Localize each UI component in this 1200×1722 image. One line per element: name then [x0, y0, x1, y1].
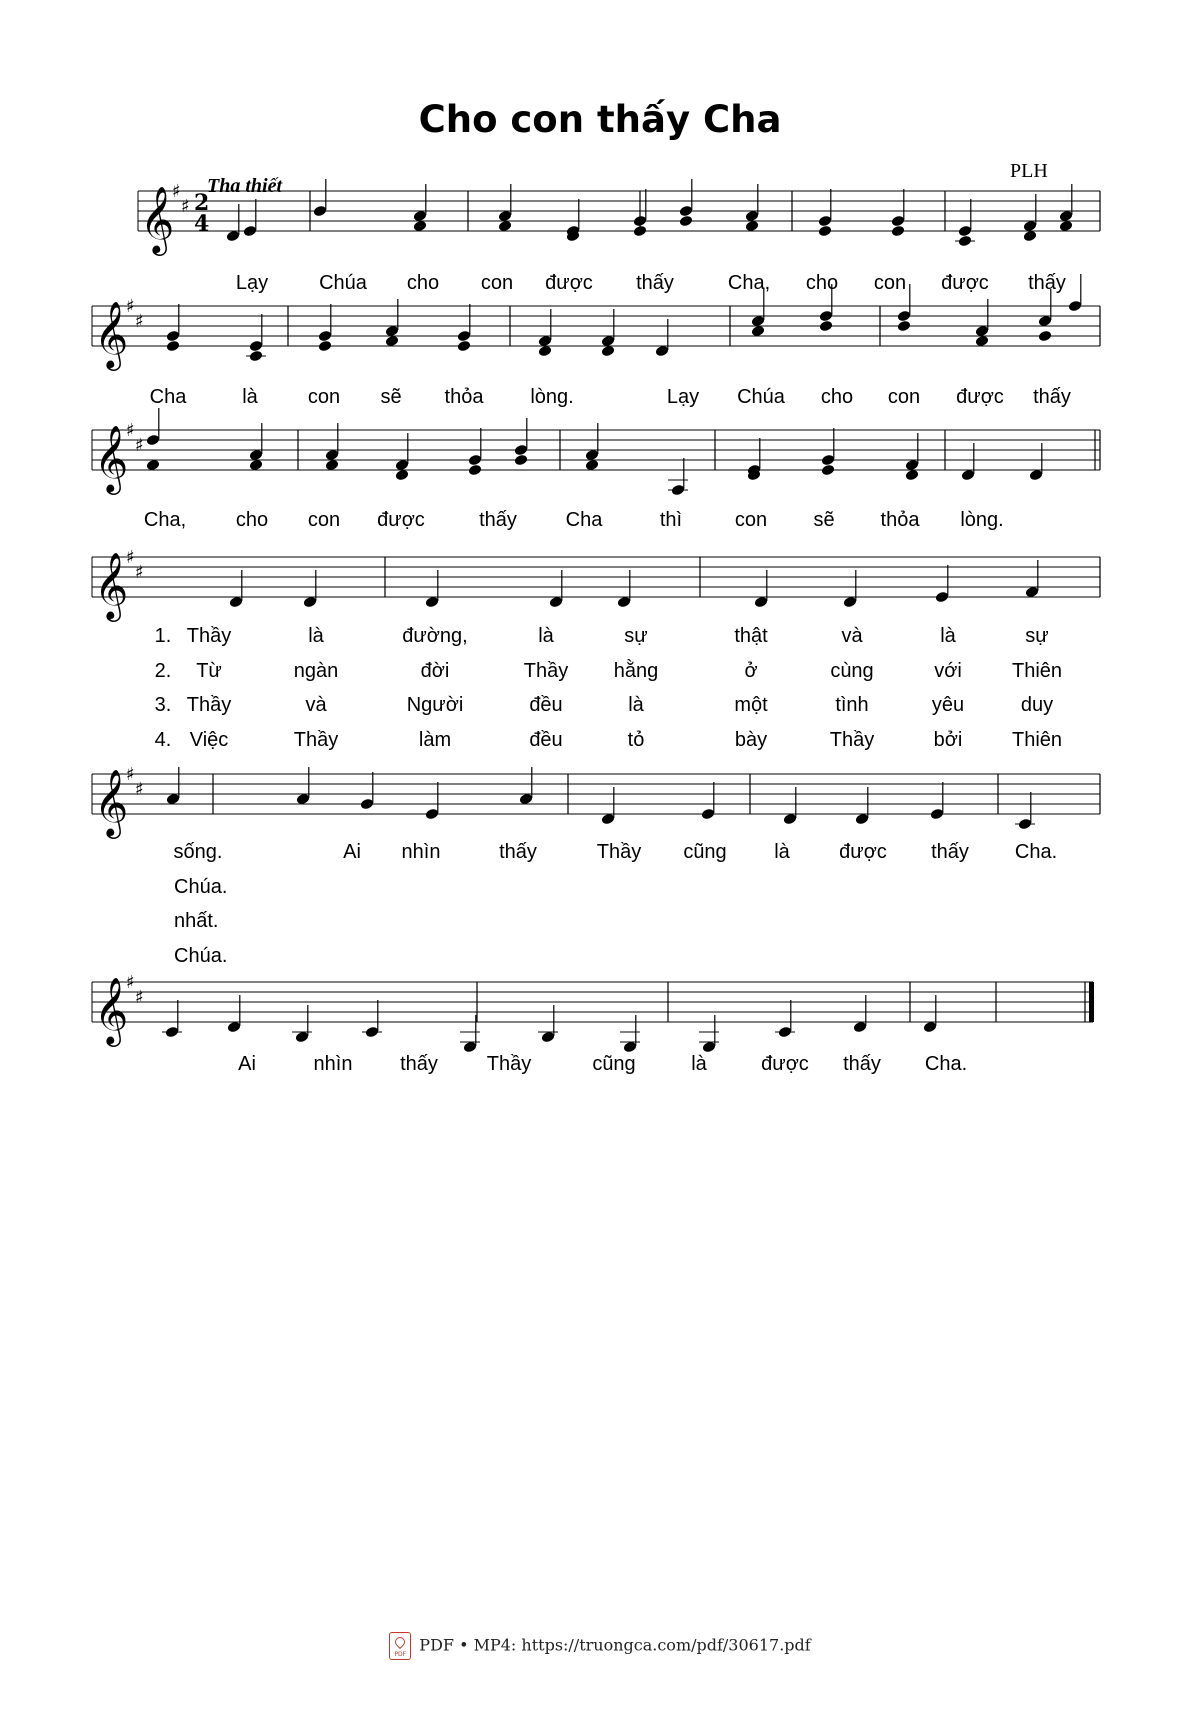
note-head — [958, 225, 973, 238]
note-head — [923, 1021, 938, 1034]
notes-system-5 — [166, 767, 1035, 830]
verse-4-syllable: 4. — [154, 729, 172, 751]
time-signature-bottom: 4 — [194, 211, 210, 237]
verse-3-syllable: 3. — [154, 694, 172, 716]
lyric-syllable: nhìn — [401, 841, 441, 863]
note-head — [395, 459, 410, 472]
verse-3-syllable: và — [305, 694, 327, 716]
staff-system-5 — [92, 764, 1100, 839]
lyric-syllable: cũng — [683, 841, 727, 863]
verse-1-syllable: là — [940, 625, 956, 647]
note-head — [514, 454, 529, 467]
note-head — [146, 459, 161, 472]
verse-3-syllable: Người — [406, 694, 464, 716]
verse-4-syllable: đều — [529, 729, 563, 751]
verse-3-syllable: duy — [1020, 694, 1054, 716]
lyric-syllable: được — [761, 1053, 809, 1075]
key-sharp-c-icon: ♯ — [135, 779, 144, 800]
verse-3-syllable: là — [628, 694, 644, 716]
note-head — [457, 330, 472, 343]
note-head — [783, 813, 798, 826]
verse-4-syllable: bởi — [933, 729, 963, 751]
note-head — [1038, 315, 1053, 328]
verse-4-syllable: Thầy — [293, 729, 339, 751]
note-head — [975, 325, 990, 338]
key-sharp-c-icon: ♯ — [135, 562, 144, 583]
verse-2-syllable: Thầy — [523, 660, 569, 682]
tempo-marking: Tha thiết — [207, 175, 283, 197]
note-head — [961, 469, 976, 482]
note-head — [1059, 210, 1074, 223]
note-head — [538, 335, 553, 348]
verse-2-syllable: cùng — [830, 660, 874, 682]
note-head — [655, 345, 670, 358]
lyric-syllable: Thầy — [486, 1053, 532, 1075]
final-bar-thick — [1089, 982, 1094, 1022]
time-signature-top: 2 — [194, 190, 210, 216]
note-head — [623, 1041, 638, 1054]
note-head — [360, 798, 375, 811]
note-head — [538, 345, 553, 358]
lyric-syllable: được — [956, 386, 1004, 408]
note-head — [166, 330, 181, 343]
note-head — [745, 220, 760, 233]
lyric-syllable: thấy — [931, 841, 969, 863]
lyric-syllable: Cha. — [924, 1053, 968, 1075]
notes-system-3 — [146, 408, 1044, 496]
note-head — [1023, 220, 1038, 233]
note-head — [1029, 469, 1044, 482]
lyric-syllable: lòng. — [530, 386, 574, 408]
verse-3-syllable: một — [734, 694, 768, 716]
verse-1-syllable: 1. — [154, 625, 172, 647]
lyric-syllable: con — [887, 386, 921, 408]
note-head — [818, 225, 833, 238]
note-head — [498, 220, 513, 233]
treble-clef-icon: 𝄞 — [94, 300, 129, 368]
note-head — [318, 330, 333, 343]
lyric-syllable: thỏa — [444, 386, 484, 408]
note-head — [1038, 330, 1053, 343]
verse-2-syllable: ngàn — [293, 660, 339, 682]
verse-2-syllable: ở — [744, 660, 758, 682]
lyric-syllable: cho — [406, 272, 440, 294]
note-head — [818, 215, 833, 228]
note-head — [897, 320, 912, 333]
note-head — [601, 335, 616, 348]
note-head — [385, 335, 400, 348]
note-head — [897, 310, 912, 323]
note-head — [425, 808, 440, 821]
lyric-syllable: con — [480, 272, 514, 294]
verse-3-syllable: yêu — [931, 694, 965, 716]
lyric-syllable: thấy — [1033, 386, 1071, 408]
treble-clef-icon: 𝄞 — [140, 185, 175, 253]
note-head — [617, 596, 632, 609]
key-sharp-c-icon: ♯ — [135, 311, 144, 332]
verse-1-syllable: sự — [624, 625, 648, 647]
staff-system-4 — [92, 547, 1100, 622]
note-head — [633, 215, 648, 228]
note-head — [930, 808, 945, 821]
lyric-syllable: Cha — [149, 386, 187, 408]
lyric-syllable: thấy — [636, 272, 674, 294]
lyric-syllable: thì — [659, 509, 683, 531]
note-head — [821, 464, 836, 477]
verse-4-syllable: bày — [734, 729, 768, 751]
note-head — [303, 596, 318, 609]
lyric-syllable: được — [377, 509, 425, 531]
lyric-syllable: là — [774, 841, 790, 863]
note-head — [468, 454, 483, 467]
treble-clef-icon: 𝄞 — [94, 976, 129, 1044]
lyric-syllable: con — [307, 509, 341, 531]
key-sharp-c-icon: ♯ — [135, 987, 144, 1008]
verse-2-syllable: Thiên — [1011, 660, 1063, 682]
lyric-syllable: là — [691, 1053, 707, 1075]
lyric-syllable: Cha, — [143, 509, 187, 531]
staff-system-1 — [138, 181, 1100, 256]
note-head — [1025, 586, 1040, 599]
lyric-syllable: cho — [235, 509, 269, 531]
note-head — [463, 1041, 478, 1054]
key-sharp-f-icon: ♯ — [126, 764, 135, 785]
note-head — [249, 340, 264, 353]
note-head — [166, 793, 181, 806]
composer-name: PLH — [1010, 160, 1048, 182]
verse-3-syllable: Thầy — [186, 694, 232, 716]
verse-3-syllable: tình — [835, 694, 869, 716]
verse-1-syllable: là — [308, 625, 324, 647]
lyric-syllable: cho — [820, 386, 854, 408]
note-head — [585, 449, 600, 462]
key-sharp-f-icon: ♯ — [172, 181, 181, 202]
lyric-syllable: Lạy — [666, 386, 700, 408]
lyric-syllable: là — [242, 386, 258, 408]
note-head — [891, 215, 906, 228]
alt-verse-ending: nhất. — [174, 910, 219, 932]
verse-1-syllable: đường, — [402, 625, 468, 647]
verse-4-syllable: Thầy — [829, 729, 875, 751]
lyric-syllable: Chúa — [319, 272, 367, 294]
footer-text: PDF • MP4: https://truongca.com/pdf/30617.pdf — [419, 1635, 811, 1655]
lyric-syllable: con — [307, 386, 341, 408]
lyric-syllable: Cha — [565, 509, 603, 531]
note-head — [146, 434, 161, 447]
verse-2-syllable: đời — [420, 660, 450, 682]
note-head — [679, 205, 694, 218]
lyric-syllable: được — [839, 841, 887, 863]
lyric-syllable: thấy — [499, 841, 537, 863]
lyric-syllable: thấy — [479, 509, 517, 531]
note-head — [541, 1031, 556, 1044]
staff-system-2 — [92, 296, 1100, 371]
verse-4-syllable: Thiên — [1011, 729, 1063, 751]
lyric-syllable: Cha. — [1014, 841, 1058, 863]
note-head — [751, 325, 766, 338]
note-head — [975, 335, 990, 348]
footer-link[interactable] — [0, 1632, 1200, 1660]
note-head — [249, 449, 264, 462]
note-head — [549, 596, 564, 609]
lyric-syllable: Thầy — [596, 841, 642, 863]
note-head — [1023, 230, 1038, 243]
note-head — [249, 459, 264, 472]
lyric-syllable: cũng — [592, 1053, 636, 1075]
lyric-syllable: con — [734, 509, 768, 531]
lyric-syllable: được — [941, 272, 989, 294]
lyric-syllable: Lạy — [235, 272, 269, 294]
note-head — [855, 813, 870, 826]
note-head — [905, 469, 920, 482]
staff-system-6 — [92, 972, 1094, 1047]
lyric-syllable: Chúa — [737, 386, 785, 408]
verse-2-syllable: với — [934, 660, 962, 682]
note-head — [702, 1041, 717, 1054]
note-head — [853, 1021, 868, 1034]
note-head — [325, 459, 340, 472]
treble-clef-icon: 𝄞 — [94, 768, 129, 836]
note-head — [295, 1031, 310, 1044]
verse-2-syllable: Từ — [196, 660, 222, 682]
key-sharp-f-icon: ♯ — [126, 972, 135, 993]
note-head — [425, 596, 440, 609]
verse-1-syllable: thật — [734, 625, 768, 647]
verse-1-syllable: và — [841, 625, 863, 647]
lyric-syllable: thấy — [1028, 272, 1066, 294]
pdf-file-icon — [389, 1632, 411, 1660]
treble-clef-icon: 𝄞 — [94, 551, 129, 619]
note-head — [601, 345, 616, 358]
note-head — [498, 210, 513, 223]
key-sharp-f-icon: ♯ — [126, 296, 135, 317]
note-head — [413, 210, 428, 223]
lyric-syllable: thấy — [843, 1053, 881, 1075]
note-head — [325, 449, 340, 462]
note-head — [1059, 220, 1074, 233]
note-head — [395, 469, 410, 482]
note-head — [751, 315, 766, 328]
note-head — [166, 340, 181, 353]
note-head — [296, 793, 311, 806]
note-head — [243, 225, 258, 238]
verse-4-syllable: làm — [418, 729, 452, 751]
note-head — [585, 459, 600, 472]
lyric-syllable: cho — [805, 272, 839, 294]
note-head — [633, 225, 648, 238]
verse-4-syllable: tỏ — [627, 729, 645, 751]
note-head — [891, 225, 906, 238]
lyric-syllable: lòng. — [960, 509, 1004, 531]
key-sharp-f-icon: ♯ — [126, 547, 135, 568]
note-head — [318, 340, 333, 353]
note-head — [229, 596, 244, 609]
key-sharp-c-icon: ♯ — [181, 196, 190, 217]
alt-verse-ending: Chúa. — [174, 876, 228, 898]
lyric-syllable: Ai — [238, 1053, 256, 1075]
note-head — [601, 813, 616, 826]
note-head — [519, 793, 534, 806]
key-sharp-f-icon: ♯ — [126, 420, 135, 441]
note-head — [1068, 300, 1083, 313]
alt-verse-ending: Chúa. — [174, 945, 228, 967]
note-head — [754, 596, 769, 609]
lyric-syllable: thấy — [400, 1053, 438, 1075]
lyric-syllable: nhìn — [313, 1053, 353, 1075]
lyric-syllable: được — [545, 272, 593, 294]
note-head — [701, 808, 716, 821]
verse-2-syllable: hằng — [613, 660, 659, 682]
verse-1-syllable: Thầy — [186, 625, 232, 647]
note-head — [227, 1021, 242, 1034]
lyric-syllable: sẽ — [380, 386, 402, 408]
lyric-syllable: sẽ — [813, 509, 835, 531]
lyric-syllable: Cha, — [727, 272, 771, 294]
note-head — [821, 454, 836, 467]
lyric-syllable: Ai — [343, 841, 361, 863]
verse-1-syllable: là — [538, 625, 554, 647]
verse-4-syllable: Việc — [189, 729, 229, 751]
song-title: Cho con thấy Cha — [418, 98, 782, 141]
verse-2-syllable: 2. — [154, 660, 172, 682]
lyric-syllable: con — [873, 272, 907, 294]
note-head — [679, 215, 694, 228]
note-head — [819, 310, 834, 323]
note-head — [457, 340, 472, 353]
note-head — [935, 591, 950, 604]
lyric-syllable: sống. — [173, 841, 223, 863]
note-head — [745, 210, 760, 223]
lyric-syllable: thỏa — [880, 509, 920, 531]
note-head — [413, 220, 428, 233]
treble-clef-icon: 𝄞 — [94, 424, 129, 492]
note-head — [514, 444, 529, 457]
verse-3-syllable: đều — [529, 694, 563, 716]
note-head — [468, 464, 483, 477]
verse-1-syllable: sự — [1025, 625, 1049, 647]
note-head — [819, 320, 834, 333]
notes-system-6 — [162, 995, 937, 1053]
note-head — [385, 325, 400, 338]
note-head — [905, 459, 920, 472]
note-head — [226, 230, 241, 243]
notes-system-1 — [226, 179, 1074, 247]
note-head — [313, 205, 328, 218]
key-sharp-c-icon: ♯ — [135, 435, 144, 456]
note-head — [843, 596, 858, 609]
